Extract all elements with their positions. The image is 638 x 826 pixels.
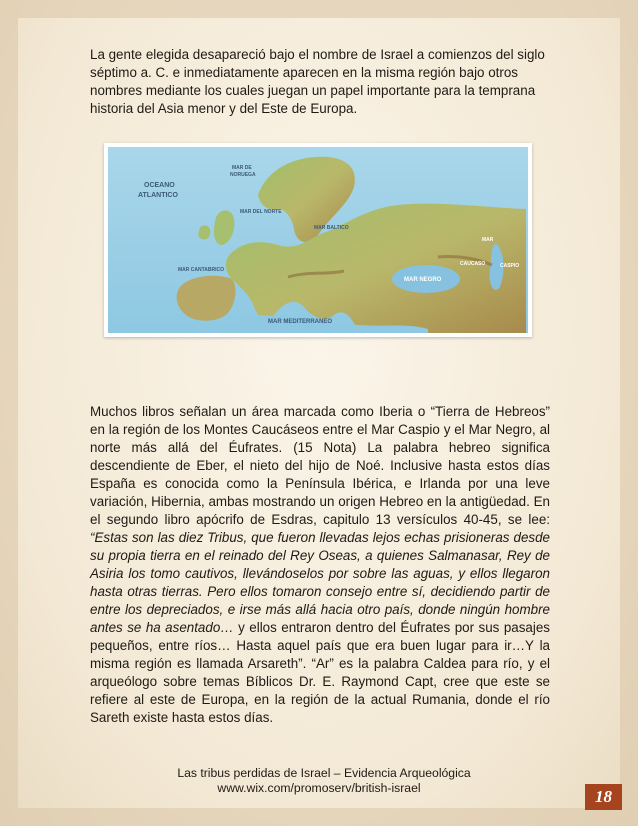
label-noruega2: NORUEGA <box>230 172 256 178</box>
europe-map-image <box>108 147 528 333</box>
footer-title: Las tribus perdidas de Israel – Evidencia Arqueológica <box>177 766 471 780</box>
label-norte: MAR DEL NORTE <box>240 209 282 215</box>
footer <box>0 766 638 796</box>
label-caspio2: CASPIO <box>500 263 520 269</box>
label-ocean2: ATLANTICO <box>138 192 178 199</box>
body-quote: “Estas son las diez Tribus, que fueron llevadas lejos echas prisioneras desde su propia tierra en el reinado del Rey Oseas, a quienes Salmanasar, Rey de Asiria los tomo cautivos, llevándoselos por sobre las aguas, y ellos llegaron hasta otras tierras. Pero ellos tomaron consejo entre sí, decidiendo partir de entre los depreciados, e irse más allá hacia otro país, donde ningún hombre antes se ha asentado… <box>90 530 550 635</box>
iberia-landmass <box>177 276 236 321</box>
label-negro: MAR NEGRO <box>404 277 442 283</box>
label-caspio1: MAR <box>482 237 494 243</box>
label-mediterraneo: MAR MEDITERRANEO <box>268 319 332 325</box>
label-baltico: MAR BALTICO <box>314 225 349 231</box>
europe-map <box>104 143 532 337</box>
body-segment-1: Muchos libros señalan un área marcada como Iberia o “Tierra de Hebreos” en la región de los Montes Caucáseos entre el Mar Caspio y el Mar Negro, al norte más allá del Éufrates. (15 Nota) La palabra hebreo significa descendiente de Eber, el nieto del hijo de Noé. Inclusive hasta estos días España es conocida como la Península Ibérica, e Irlanda por una leve variación, Hibernia, ambas mostrando un origen Hebreo en la antigüedad. En el segundo libro apócrifo de Esdras, capitulo 13 versículos 40-45, se lee: <box>90 404 550 527</box>
label-ocean1: OCEANO <box>144 182 175 189</box>
page-number: 18 <box>585 784 622 810</box>
intro-paragraph: La gente elegida desapareció bajo el nombre de Israel a comienzos del siglo séptimo a. C. e inmediatamente aparecen en la misma región bajo otros nombres mediante los cuales juegan un papel importante para la temprana historia del Asia menor y del Este de Europa. <box>90 47 545 116</box>
label-cantabrico: MAR CANTABRICO <box>178 267 225 273</box>
label-noruega1: MAR DE <box>232 165 252 171</box>
body-segment-3: y ellos entraron dentro del Éufrates por sus pasajes pequeños, entre ríos… Hasta aquel país que era buen lugar para ir…Y la misma región es llamada Arsareth”. “Ar” es la palabra Caldea para río, y el arqueólogo sobre temas Bíblicos Dr. E. Raymond Capt, cree que este se refiere al este de Europa, en la región de la actual Rumania, donde el río Sareth existe hasta estos días. <box>90 620 550 725</box>
label-caucaso: CAUCASO <box>460 261 486 267</box>
body-paragraph <box>90 403 550 727</box>
footer-url: www.wix.com/promoserv/british-israel <box>217 781 421 795</box>
